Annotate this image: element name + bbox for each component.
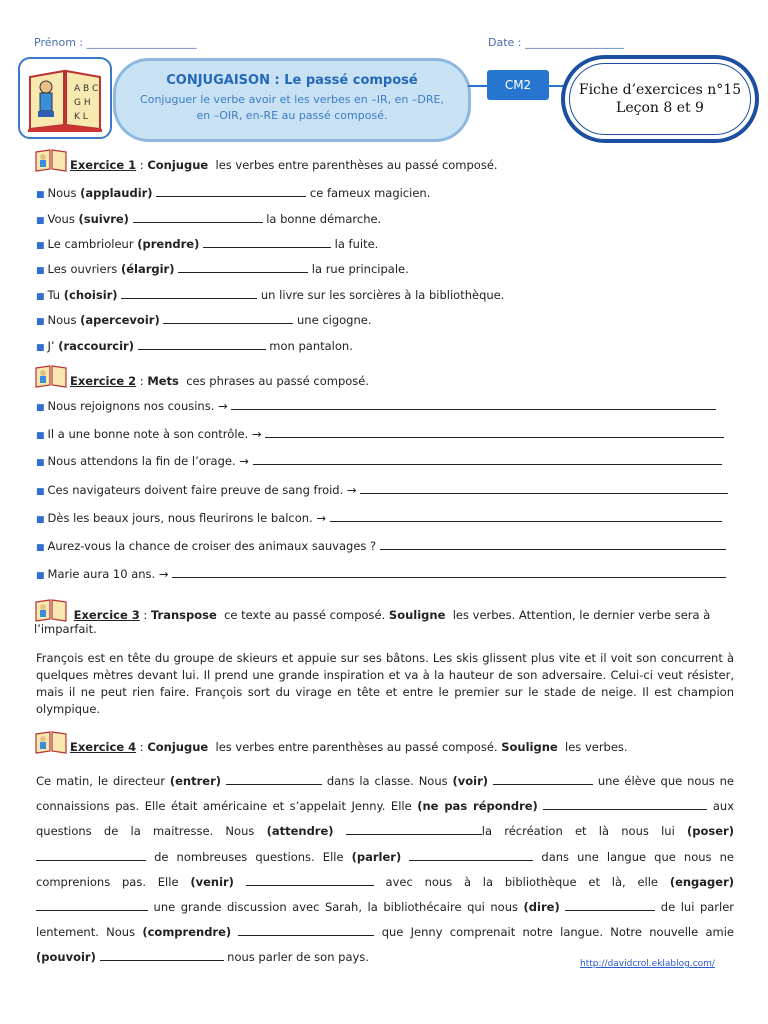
bullet-icon: ■ — [36, 216, 45, 226]
exercise-1-item: ■ Nous (apercevoir) une cigogne. — [36, 313, 372, 327]
exercise-2-item: ■ Nous rejoignons nos cousins. → — [36, 399, 716, 413]
exercise-2-heading: Exercice 2 : Mets ces phrases au passé composé. — [34, 364, 369, 388]
prenom-field: Prénom : ____________________ — [34, 36, 197, 49]
bullet-icon: ■ — [36, 241, 45, 251]
exercise-1-item: ■ Tu (choisir) un livre sur les sorcières à la bibliothèque. — [36, 288, 505, 302]
answer-blank[interactable] — [203, 237, 331, 248]
svg-text:G H: G H — [74, 98, 91, 108]
answer-blank[interactable] — [36, 850, 146, 861]
book-icon — [34, 598, 68, 622]
exercise-4-text: Ce matin, le directeur (entrer) dans la classe. Nous (voir) une élève que nous ne connaissions pas. Elle était américaine et s’appelait Jenny. Elle (ne pas répondre) aux questions de la maitresse. Nous (attendre) la récréation et là nous lui (poser) de nombreuses questions. Elle (parler) dans une langue que nous ne comprenions pas. Elle (venir) avec nous à la bibliothèque et là, elle (engager) une grande discussion avec Sarah, la bibliothécaire qui nous (dire) de lui parler lentement. Nous (comprendre) que Jenny comprenait notre langue. Notre nouvelle amie (pouvoir) nous parler de son pays. — [36, 774, 735, 965]
exercise-1-item: ■ J’ (raccourcir) mon pantalon. — [36, 339, 353, 353]
answer-blank[interactable] — [36, 900, 148, 911]
bullet-icon: ■ — [36, 431, 45, 441]
book-icon — [34, 148, 68, 172]
book-icon — [34, 730, 68, 754]
bullet-icon: ■ — [36, 515, 45, 525]
answer-blank[interactable] — [226, 774, 322, 785]
exercise-2-item: ■ Ces navigateurs doivent faire preuve de sang froid. → — [36, 483, 728, 497]
lesson-title-banner — [113, 58, 471, 142]
answer-blank[interactable] — [100, 950, 224, 961]
bullet-icon: ■ — [36, 458, 45, 468]
bullet-icon: ■ — [36, 487, 45, 497]
answer-blank[interactable] — [543, 799, 707, 810]
bullet-icon: ■ — [36, 543, 45, 553]
answer-blank[interactable] — [409, 850, 533, 861]
worksheet-number-box — [561, 55, 759, 143]
bullet-icon: ■ — [36, 571, 45, 581]
bullet-icon: ■ — [36, 343, 45, 353]
answer-blank[interactable] — [246, 875, 374, 886]
exercise-1-item: ■ Vous (suivre) la bonne démarche. — [36, 212, 382, 226]
answer-blank[interactable] — [138, 339, 266, 350]
exercise-1-item: ■ Les ouvriers (élargir) la rue principale. — [36, 262, 409, 276]
answer-blank[interactable] — [346, 824, 482, 835]
answer-blank[interactable] — [238, 925, 374, 936]
page-title: CONJUGAISON : Le passé composé — [166, 73, 418, 88]
exercise-3-text: François est en tête du groupe de skieurs et appuie sur ses bâtons. Les skis glissent plus vite et il voit son concurrent à quelques mètres devant lui. Il prend une grande inspiration et va à la hauteur de son adversaire. Celui-ci veut résister, mais il ne peut rien faire. François sort du virage en tête et entre le premier sur le stade de neige. Il est champion olympique. — [36, 651, 734, 716]
exercise-2-item: ■ Il a une bonne note à son contrôle. → — [36, 427, 724, 441]
bullet-icon: ■ — [36, 317, 45, 327]
exercise-1-heading: Exercice 1 : Conjugue les verbes entre parenthèses au passé composé. — [34, 148, 498, 172]
answer-blank[interactable] — [253, 454, 722, 465]
bullet-icon: ■ — [36, 403, 45, 413]
exercise-2-item: ■ Aurez-vous la chance de croiser des animaux sauvages ? — [36, 539, 726, 553]
level-badge: CM2 — [487, 70, 549, 100]
author-website-link[interactable]: http://davidcrol.eklablog.com/ — [580, 959, 715, 969]
answer-blank[interactable] — [163, 313, 293, 324]
svg-text:K L: K L — [74, 112, 88, 122]
answer-blank[interactable] — [565, 900, 655, 911]
exercise-1-item: ■ Nous (applaudir) ce fameux magicien. — [36, 186, 431, 200]
answer-blank[interactable] — [330, 511, 722, 522]
exercise-2-item: ■ Nous attendons la fin de l’orage. → — [36, 454, 722, 468]
answer-blank[interactable] — [172, 567, 726, 578]
answer-blank[interactable] — [265, 427, 724, 438]
book-illustration-icon — [18, 57, 112, 139]
exercise-2-item: ■ Dès les beaux jours, nous fleurirons le balcon. → — [36, 511, 722, 525]
book-icon — [34, 364, 68, 388]
worksheet-number: Fiche d’exercices n°15 — [578, 82, 742, 98]
exercise-1-item: ■ Le cambrioleur (prendre) la fuite. — [36, 237, 379, 251]
svg-text:A B C: A B C — [74, 84, 99, 94]
exercise-4-heading: Exercice 4 : Conjugue les verbes entre parenthèses au passé composé. Souligne les verbes. — [34, 730, 628, 754]
answer-blank[interactable] — [380, 539, 726, 550]
exercise-3-heading: Exercice 3 : Transpose ce texte au passé composé. Souligne les verbes. Attention, le dernier verbe sera à l’imparfait. — [34, 598, 734, 636]
exercise-2-item: ■ Marie aura 10 ans. → — [36, 567, 726, 581]
answer-blank[interactable] — [156, 186, 306, 197]
lesson-reference: Leçon 8 et 9 — [616, 100, 704, 116]
bullet-icon: ■ — [36, 266, 45, 276]
answer-blank[interactable] — [231, 399, 716, 410]
bullet-icon: ■ — [36, 292, 45, 302]
date-field: Date : __________________ — [488, 36, 624, 49]
bullet-icon: ■ — [36, 190, 45, 200]
answer-blank[interactable] — [133, 212, 263, 223]
answer-blank[interactable] — [178, 262, 308, 273]
answer-blank[interactable] — [360, 483, 728, 494]
answer-blank[interactable] — [121, 288, 257, 299]
answer-blank[interactable] — [493, 774, 593, 785]
page-subtitle: Conjuguer le verbe avoir et les verbes en –IR, en –DRE, en –OIR, en-RE au passé composé. — [140, 93, 444, 122]
